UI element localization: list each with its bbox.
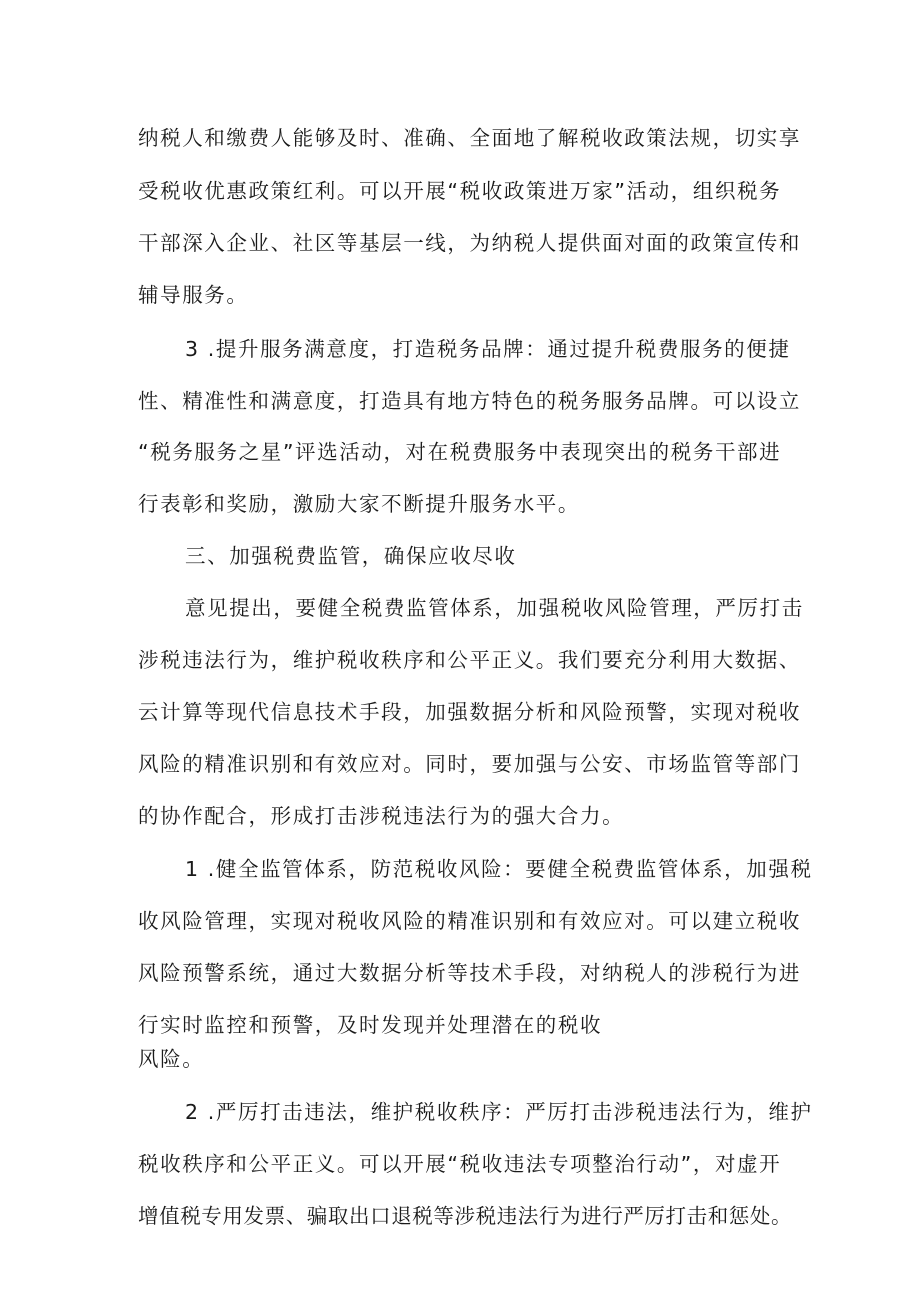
paragraph-line: 云计算等现代信息技术手段，加强数据分析和风险预警，实现对税收 — [138, 700, 801, 724]
paragraph-line: “税务服务之星”评选活动，对在税费服务中表现突出的税务干部进 — [138, 440, 782, 464]
paragraph-line: 意见提出，要健全税费监管体系，加强税收风险管理，严厉打击 — [185, 596, 804, 620]
paragraph-line: 涉税违法行为，维护税收秩序和公平正义。我们要充分利用大数据、 — [138, 648, 801, 672]
paragraph-line: 干部深入企业、社区等基层一线，为纳税人提供面对面的政策宣传和 — [138, 231, 801, 255]
paragraph-line: 风险的精准识别和有效应对。同时，要加强与公安、市场监管等部门 — [138, 752, 801, 776]
paragraph-line: 行表彰和奖励，激励大家不断提升服务水平。 — [138, 492, 580, 516]
paragraph-line: 辅导服务。 — [138, 283, 249, 307]
paragraph-line: 的协作配合，形成打击涉税违法行为的强大合力。 — [138, 804, 625, 828]
paragraph-line: 3 .提升服务满意度，打造税务品牌：通过提升税费服务的便捷 — [185, 337, 791, 361]
paragraph-line: 风险预警系统，通过大数据分析等技术手段，对纳税人的涉税行为进 — [138, 961, 801, 985]
paragraph-line: 收风险管理，实现对税收风险的精准识别和有效应对。可以建立税收 — [138, 909, 801, 933]
paragraph-line: 行实时监控和预警，及时发现并处理潜在的税收 — [138, 1013, 603, 1037]
paragraph-line: 性、精准性和满意度，打造具有地方特色的税务服务品牌。可以设立 — [138, 389, 801, 413]
paragraph-line: 1 .健全监管体系，防范税收风险：要健全税费监管体系，加强税 — [185, 857, 813, 881]
paragraph-line: 风险。 — [138, 1047, 205, 1071]
paragraph-line: 税收秩序和公平正义。可以开展“税收违法专项整治行动”，对虚开 — [138, 1152, 782, 1176]
section-heading: 三、加强税费监管，确保应收尽收 — [185, 544, 517, 568]
paragraph-line: 受税收优惠政策红利。可以开展“税收政策进万家”活动，组织税务 — [138, 179, 782, 203]
paragraph-line: 2 .严厉打击违法，维护税收秩序：严厉打击涉税违法行为，维护 — [185, 1100, 813, 1124]
paragraph-line: 纳税人和缴费人能够及时、准确、全面地了解税收政策法规，切实享 — [138, 126, 801, 150]
paragraph-line: 增值税专用发票、骗取出口退税等涉税违法行为进行严厉打击和惩处。 — [138, 1204, 793, 1228]
